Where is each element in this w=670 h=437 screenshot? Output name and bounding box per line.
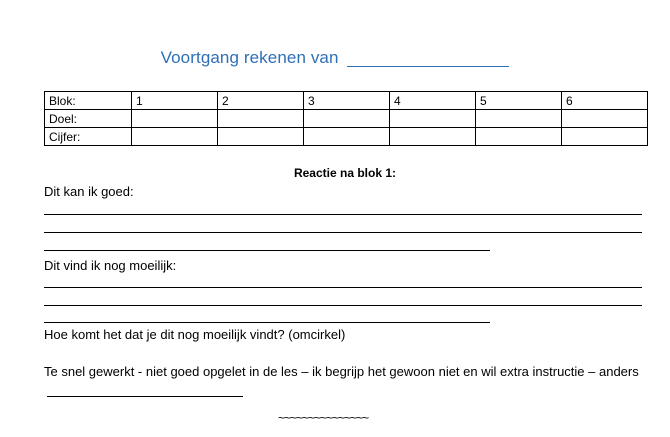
cijfer-cell-3[interactable] [304,128,390,146]
anders-blank-line[interactable] [47,383,243,397]
header-cell-2: 2 [218,92,304,110]
doel-cell-3[interactable] [304,110,390,128]
header-cell-3: 3 [304,92,390,110]
choices-text[interactable]: Te snel gewerkt - niet goed opgelet in de les – ik begrijp het gewoon niet en wil extra instructie – anders [44,364,639,379]
goed-answer-line-2[interactable] [44,232,642,233]
doel-cell-6[interactable] [562,110,648,128]
moeilijk-answer-line-2[interactable] [44,305,642,306]
cijfer-cell-1[interactable] [132,128,218,146]
choices-block [44,362,644,400]
separator: ~~~~~~~~~~~~~~~ [278,411,369,425]
cijfer-cell-2[interactable] [218,128,304,146]
question-text: Hoe komt het dat je dit nog moeilijk vindt? (omcirkel) [44,327,346,342]
name-blank-line[interactable] [347,48,509,67]
goed-answer-line-1[interactable] [44,214,642,215]
doel-cell-1[interactable] [132,110,218,128]
reactie-heading: Reactie na blok 1: [293,166,397,180]
header-cell-4: 4 [390,92,476,110]
moeilijk-answer-line-1[interactable] [44,287,642,288]
table-row-cijfer [45,128,648,146]
cijfer-cell-6[interactable] [562,128,648,146]
doel-cell-2[interactable] [218,110,304,128]
goed-answer-line-3[interactable] [44,250,490,251]
goed-label: Dit kan ik goed: [44,184,134,199]
header-cell-5: 5 [476,92,562,110]
header-cell-6: 6 [562,92,648,110]
moeilijk-answer-line-3[interactable] [44,322,490,323]
doel-cell-5[interactable] [476,110,562,128]
title-text: Voortgang rekenen van [160,48,339,67]
table-row-doel [45,110,648,128]
header-cell-1: 1 [132,92,218,110]
table-header-row [45,92,648,110]
progress-table [44,91,648,146]
row-label-doel: Doel: [45,110,132,128]
moeilijk-label: Dit vind ik nog moeilijk: [44,258,177,273]
page-title [0,48,670,68]
row-label-cijfer: Cijfer: [45,128,132,146]
cijfer-cell-5[interactable] [476,128,562,146]
doel-cell-4[interactable] [390,110,476,128]
header-cell-blok: Blok: [45,92,132,110]
cijfer-cell-4[interactable] [390,128,476,146]
